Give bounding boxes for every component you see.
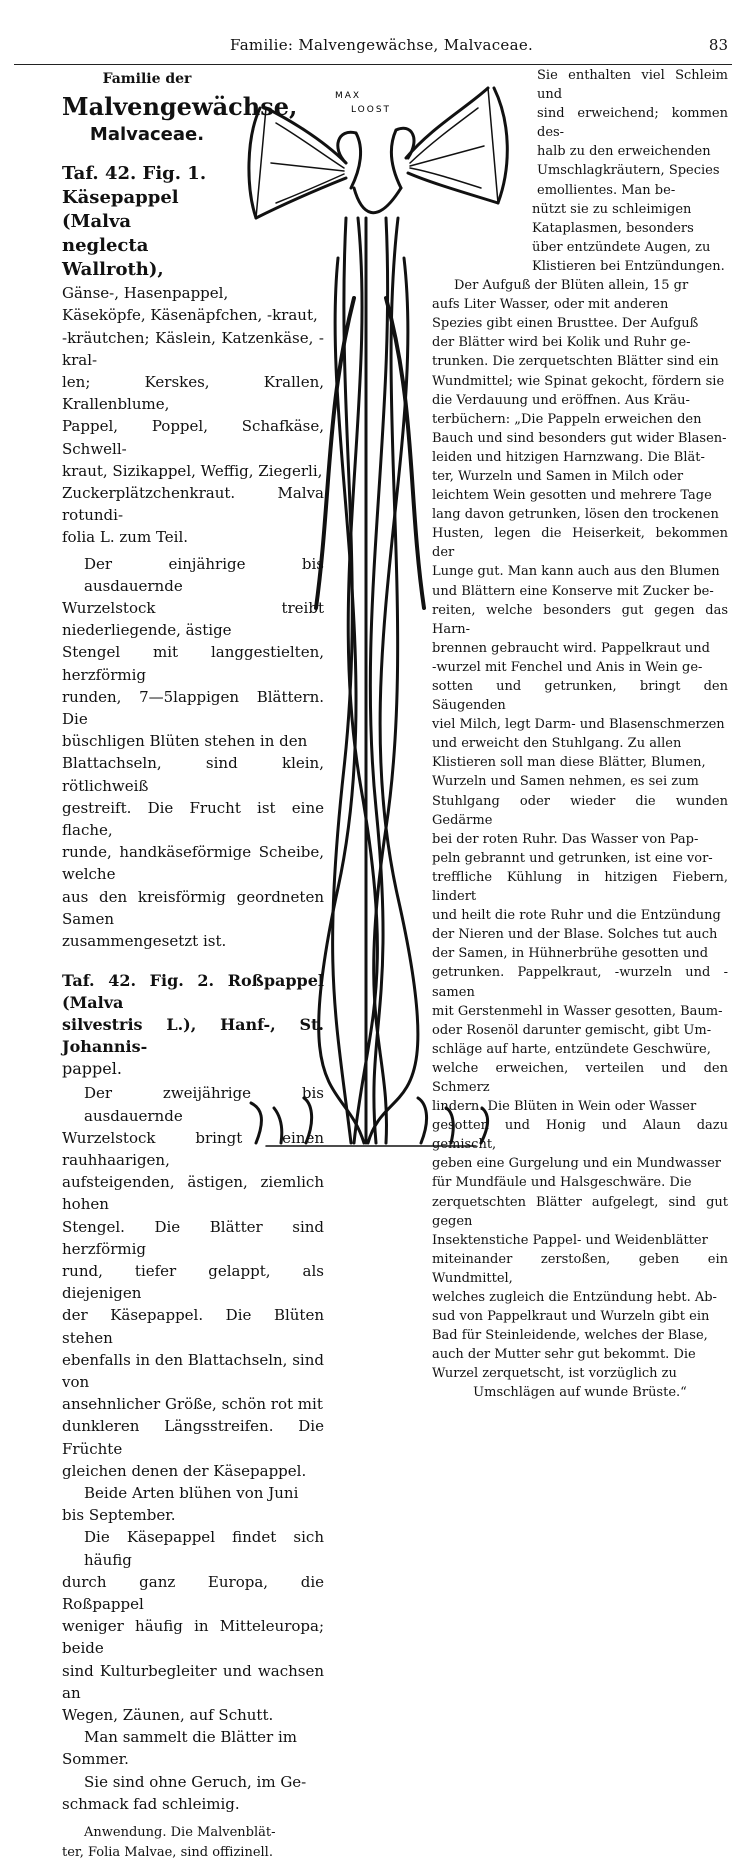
remedies-line: die Verdauung und eröffnen. Aus Kräu- bbox=[432, 392, 690, 408]
remedies-line: auch der Mutter sehr gut bekommt. Die bbox=[432, 1347, 696, 1363]
remedies-line: sud von Pappelkraut und Wurzeln gibt ein bbox=[432, 1309, 710, 1325]
left-column bbox=[62, 66, 324, 1863]
remedies-line: Bauch und sind besonders gut wider Blasen- bbox=[432, 430, 727, 446]
remedies-line: mit Gerstenmehl in Wasser gesotten, Baum- bbox=[432, 1003, 723, 1019]
remedies-line: ter, Wurzeln und Samen in Milch oder bbox=[432, 468, 684, 484]
smell-taste-text: Sie sind ohne Geruch, im Ge- schmack fad schleimig. bbox=[62, 1772, 307, 1813]
bloom-period-text: Beide Arten blühen von Juni bis September. bbox=[62, 1483, 299, 1525]
remedies-line: lindern. Die Blüten in Wein oder Wasser bbox=[432, 1099, 697, 1115]
remedies-line: Der Aufguß der Blüten allein, 15 gr bbox=[454, 278, 689, 294]
remedies-line: Spezies gibt einen Brusttee. Der Aufguß bbox=[432, 316, 699, 332]
plate-reference-2: Taf. 42. Fig. 2. Roßpappel (Malva silvestris L.), Hanf-, St. Johannis- pappel. bbox=[62, 971, 324, 1079]
remedies-line: leiden und hitzigen Harnzwang. Die Blät- bbox=[432, 449, 705, 465]
plate-reference-1: Taf. 42. Fig. 1. Käsepappel (Malva neglecta Wallroth), bbox=[62, 162, 237, 282]
remedies-line: leichtem Wein gesotten und mehrere Tage bbox=[432, 488, 712, 504]
right-column bbox=[432, 66, 728, 1403]
closing-line: Umschlägen auf wunde Brüste.“ bbox=[473, 1385, 687, 1401]
family-latin-name: Malvaceae. bbox=[89, 124, 205, 146]
remedies-line: lang davon getrunken, lösen den trockenen bbox=[432, 507, 719, 523]
species-name-1: Käsepappel (Malva neglecta Wallroth), bbox=[62, 187, 179, 281]
family-name: Malvengewächse, bbox=[62, 92, 298, 122]
description-paragraph-1: Der einjährige bis ausdauernde Wurzelstock treibt niederliegende, ästige Stengel mit langgestielten, herzförmig runden, 7—5lappigen Blättern. Die büschligen Blüten stehen in den Blattachseln, sind klein, rötlichweiß gestreift. Die Frucht ist eine flache, runde, handkäseförmige Scheibe, welche aus den kreisförmig geordneten Samen zusammengesetzt ist. bbox=[62, 554, 324, 951]
remedies-line: peln gebrannt und getrunken, ist eine vor- bbox=[432, 850, 713, 866]
remedies-line: welche erweichen, verteilen und den Schmerz bbox=[432, 1060, 728, 1095]
intro-paragraph: Sie enthalten viel Schleim und sind erweichend; kommen des- halb zu den erweichenden Umschlagkräutern, Species emollientes. Man be- nützt sie zu schleimigen Kataplasmen, besonders über entzündete Augen, zu Klistieren bei Entzündungen. bbox=[532, 68, 728, 274]
remedies-line: oder Rosenöl darunter gemischt, gibt Um- bbox=[432, 1022, 712, 1038]
remedies-line: reiten, welche besonders gut gegen das Harn- bbox=[432, 602, 728, 637]
remedies-line: der Samen, in Hühnerbrühe gesotten und bbox=[432, 946, 709, 962]
remedies-line: der Blätter wird bei Kolik und Ruhr ge- bbox=[432, 335, 691, 351]
remedies-line: und heilt die rote Ruhr und die Entzündung bbox=[432, 908, 721, 924]
remedies-line: Insektenstiche Pappel- und Weidenblätter bbox=[432, 1232, 708, 1248]
description-paragraph-2: Der zweijährige bis ausdauernde Wurzelstock bringt einen rauhhaarigen, aufsteigenden, ästigen, ziemlich hohen Stengel. Die Blätter sind herzförmig rund, tiefer gelappt, als diejenigen der Käsepappel. Die Blüten stehen ebenfalls in den Blattachseln, sind von ansehnlicher Größe, schön rot mit dunkleren Längsstreifen. Die Früchte gleichen denen der Käsepappel. bbox=[62, 1084, 324, 1480]
remedies-line: bei der roten Ruhr. Das Wasser von Pap- bbox=[432, 831, 699, 847]
remedies-line: Wurzeln und Samen nehmen, es sei zum bbox=[432, 774, 699, 790]
remedies-line: treffliche Kühlung in hitzigen Fiebern, lindert bbox=[432, 869, 728, 905]
remedies-line: Wurzel zerquetscht, ist vorzüglich zu bbox=[432, 1366, 677, 1382]
collection-text: Man sammelt die Blätter im Sommer. bbox=[62, 1728, 297, 1769]
usage-text: Anwendung. Die Malvenblät- ter, Folia Malvae, sind offizinell. bbox=[62, 1825, 276, 1860]
remedies-line: Klistieren soll man diese Blätter, Blumen, bbox=[432, 755, 706, 771]
remedies-line: brennen gebraucht wird. Pappelkraut und bbox=[432, 640, 710, 656]
remedies-line: sotten und getrunken, bringt den Säugenden bbox=[432, 679, 728, 714]
remedies-line: welches zugleich die Entzündung hebt. Ab- bbox=[432, 1290, 717, 1305]
habitat-text: Die Käsepappel findet sich häufig durch ganz Europa, die Roßpappel weniger häufig in Mitteleuropa; beide sind Kulturbegleiter und wachsen an Wegen, Zäunen, auf Schutt. bbox=[62, 1528, 324, 1724]
remedies-line: Husten, legen die Heiserkeit, bekommen der bbox=[432, 526, 728, 561]
remedies-line: getrunken. Pappelkraut, -wurzeln und -samen bbox=[432, 965, 728, 1000]
remedies-line: Stuhlgang oder wieder die wunden Gedärme bbox=[432, 793, 728, 828]
header-rule bbox=[14, 64, 732, 65]
remedies-line: Wundmittel; wie Spinat gekocht, fördern sie bbox=[432, 373, 725, 389]
remedies-line: gesotten und Honig und Alaun dazu gemischt, bbox=[432, 1118, 728, 1153]
family-label: Familie der bbox=[102, 71, 192, 87]
remedies-line: viel Milch, legt Darm- und Blasenschmerzen bbox=[432, 717, 725, 733]
remedies-line: zerquetschten Blätter aufgelegt, sind gut gegen bbox=[432, 1194, 728, 1229]
remedies-line: -wurzel mit Fenchel und Anis in Wein ge- bbox=[432, 659, 703, 675]
remedies-line: Lunge gut. Man kann auch aus den Blumen bbox=[432, 564, 720, 580]
remedies-line: geben eine Gurgelung und ein Mundwasser bbox=[432, 1156, 721, 1172]
running-header bbox=[0, 34, 746, 60]
remedies-line: für Mundfäule und Halsgeschwäre. Die bbox=[432, 1175, 692, 1191]
remedies-line: terbüchern: „Die Pappeln erweichen den bbox=[432, 411, 702, 427]
running-title: Familie: Malvengewächse, Malvaceae. bbox=[230, 36, 534, 54]
remedies-line: trunken. Die zerquetschten Blätter sind ein bbox=[432, 354, 719, 370]
remedies-paragraph bbox=[432, 276, 728, 1383]
remedies-line: aufs Liter Wasser, oder mit anderen bbox=[432, 297, 669, 313]
artist-signature-line-1: MAX bbox=[334, 91, 362, 101]
page-number: 83 bbox=[708, 36, 728, 54]
remedies-line: Bad für Steinleidende, welches der Blase, bbox=[432, 1328, 708, 1344]
remedies-line: und erweicht den Stuhlgang. Zu allen bbox=[432, 736, 682, 752]
synonyms-text: Gänse-, Hasenpappel, Käseköpfe, Käsenäpfchen, -kraut, -kräutchen; Käslein, Katzenkäse, -kral- len; Kerskes, Krallen, Krallenblume, Pappel, Poppel, Schafkäse, Schwell- kraut, Sizikappel, Weffig, Ziegerli, Zuckerplätzchenkraut. Malva rotundi- folia L. zum Teil. bbox=[62, 284, 324, 547]
remedies-line: miteinander zerstoßen, geben ein Wundmittel, bbox=[432, 1251, 728, 1286]
remedies-line: und Blättern eine Konserve mit Zucker be- bbox=[432, 583, 714, 599]
remedies-line: der Nieren und der Blase. Solches tut auch bbox=[432, 927, 718, 943]
remedies-line: schläge auf harte, entzündete Geschwüre, bbox=[432, 1041, 711, 1057]
artist-signature-line-2: LOOST bbox=[350, 105, 392, 115]
